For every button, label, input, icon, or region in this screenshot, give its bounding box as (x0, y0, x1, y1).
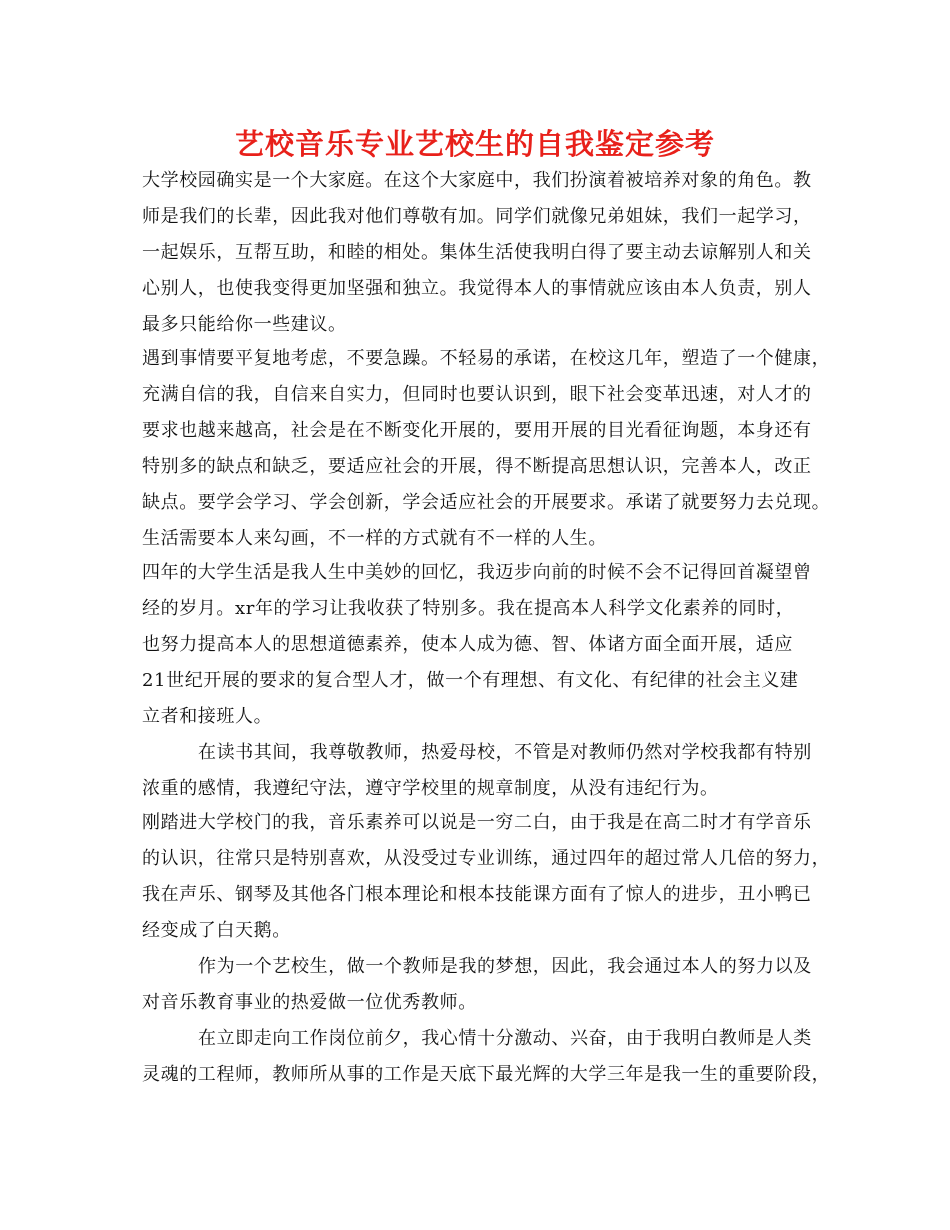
text-line: 遇到事情要平复地考虑，不要急躁。不轻易的承诺，在校这几年，塑造了一个健康， (142, 348, 831, 369)
text-line: 充满自信的我，自信来自实力，但同时也要认识到，眼下社会变革迅速，对人才的 (142, 384, 812, 405)
text-line: 大学校园确实是一个大家庭。在这个大家庭中，我们扮演着被培养对象的角色。教 (142, 170, 812, 191)
text-line: 师是我们的长辈，因此我对他们尊敬有加。同学们就像兄弟姐妹，我们一起学习， (142, 206, 812, 227)
text-line: 浓重的感情，我遵纪守法，遵守学校里的规章制度，从没有违纪行为。 (142, 778, 719, 799)
text-line: 经的岁月。xr年的学习让我收获了特别多。我在提高本人科学文化素养的同时， (142, 598, 795, 619)
text-line: 的认识，往常只是特别喜欢，从没受过专业训练，通过四年的超过常人几倍的努力， (142, 848, 831, 869)
text-line: 刚踏进大学校门的我，音乐素养可以说是一穷二白，由于我是在高二时才有学音乐 (142, 812, 812, 833)
text-line: 21世纪开展的要求的复合型人才，做一个有理想、有文化、有纪律的社会主义建 (142, 670, 799, 691)
text-line: 我在声乐、钢琴及其他各门根本理论和根本技能课方面有了惊人的进步，丑小鸭已 (142, 884, 812, 905)
text-line: 一起娱乐，互帮互助，和睦的相处。集体生活使我明白得了要主动去谅解别人和关 (142, 242, 812, 263)
text-line: 立者和接班人。 (142, 706, 273, 727)
text-line: 作为一个艺校生，做一个教师是我的梦想，因此，我会通过本人的努力以及 (198, 956, 812, 977)
text-line: 对音乐教育事业的热爱做一位优秀教师。 (142, 992, 477, 1013)
text-line: 特别多的缺点和缺乏，要适应社会的开展，得不断提高思想认识，完善本人，改正 (142, 456, 812, 477)
text-line: 心别人，也使我变得更加坚强和独立。我觉得本人的事情就应该由本人负责，别人 (142, 278, 812, 299)
text-line: 在读书其间，我尊敬教师，热爱母校，不管是对教师仍然对学校我都有特别 (198, 742, 812, 763)
text-line: 四年的大学生活是我人生中美妙的回忆，我迈步向前的时候不会不记得回首凝望曾 (142, 562, 812, 583)
text-line: 在立即走向工作岗位前夕，我心情十分激动、兴奋，由于我明白教师是人类 (198, 1028, 812, 1049)
text-line: 经变成了白天鹅。 (142, 920, 291, 941)
text-line: 生活需要本人来勾画，不一样的方式就有不一样的人生。 (142, 528, 607, 549)
text-line: 缺点。要学会学习、学会创新，学会适应社会的开展要求。承诺了就要努力去兑现。 (142, 492, 831, 513)
text-line: 也努力提高本人的思想道德素养，使本人成为德、智、体诸方面全面开展，适应 (142, 634, 793, 655)
text-line: 灵魂的工程师，教师所从事的工作是天底下最光辉的大学三年是我一生的重要阶段， (142, 1064, 831, 1085)
document-title: 艺校音乐专业艺校生的自我鉴定参考 (234, 127, 715, 161)
text-line: 要求也越来越高，社会是在不断变化开展的，要用开展的目光看征询题，本身还有 (142, 420, 812, 441)
text-line: 最多只能给你一些建议。 (142, 314, 347, 335)
